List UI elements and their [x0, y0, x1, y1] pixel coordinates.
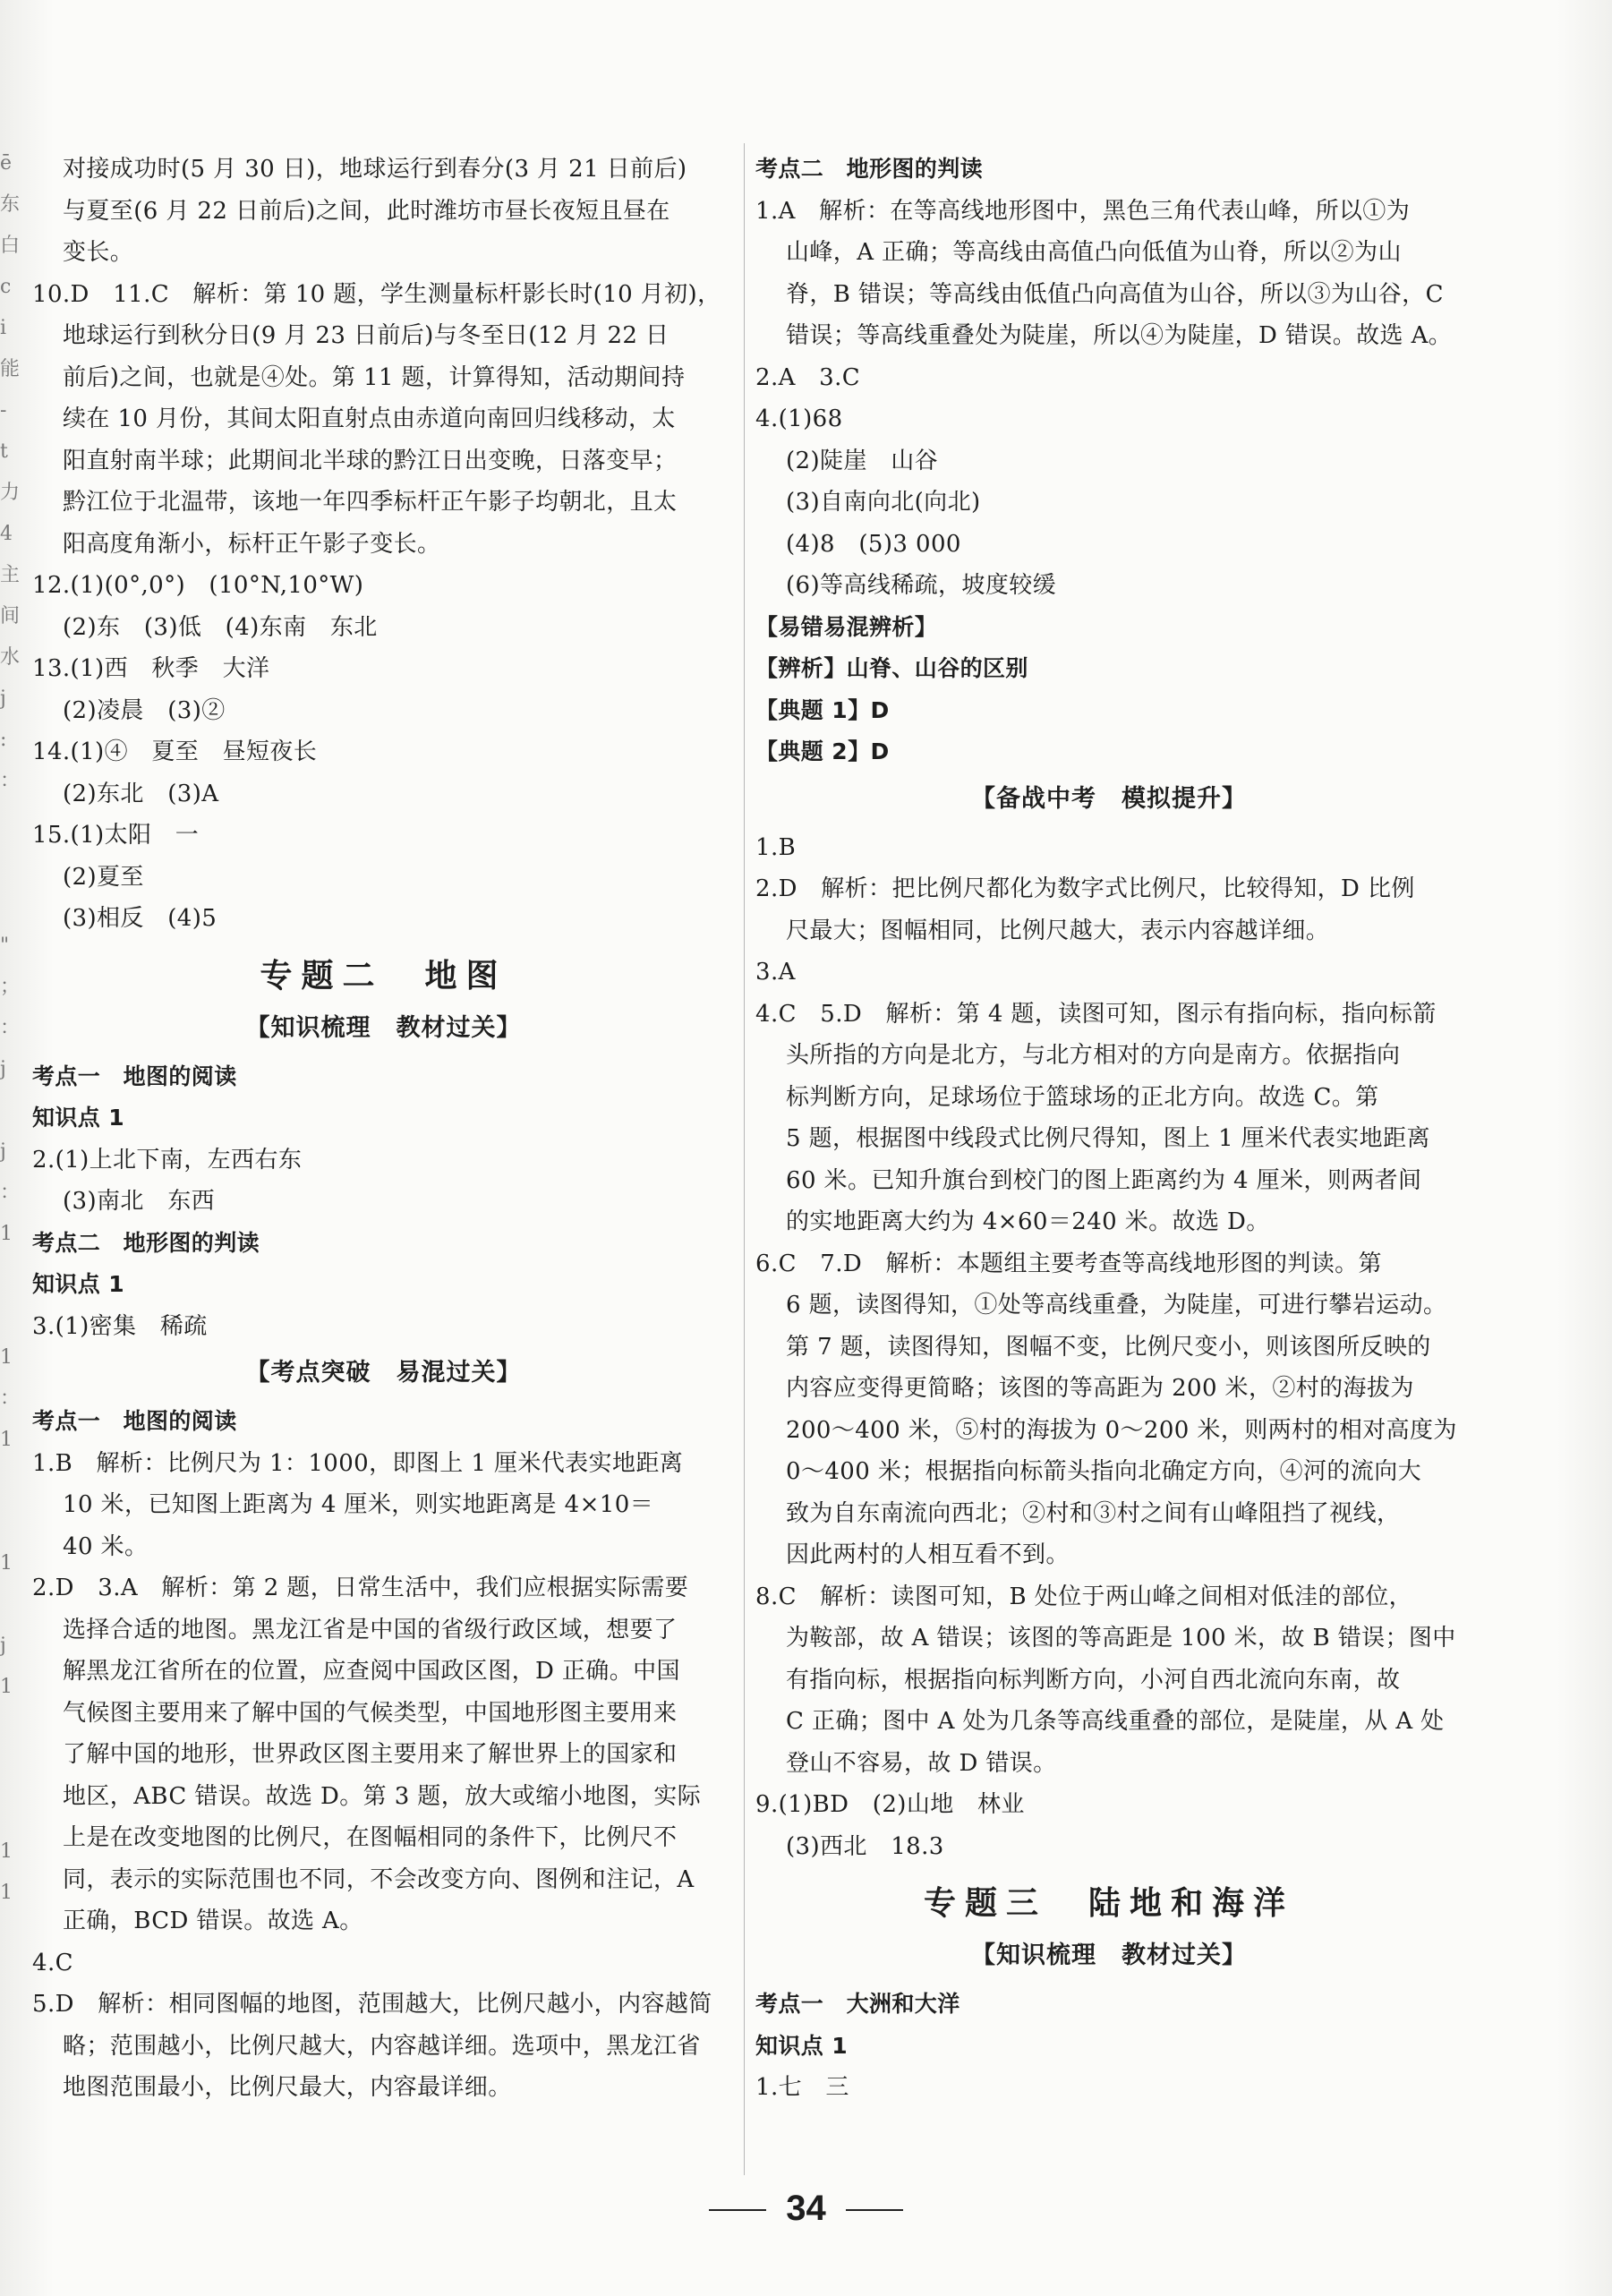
answer-line: (2)东北 (3)A: [63, 780, 219, 807]
answer-line: (2)陡崖 山谷: [786, 447, 939, 474]
heading-line: 知识点 1: [755, 2032, 849, 2059]
edge-char: [0, 1749, 23, 1790]
right-block-3: [755, 1984, 1463, 2109]
answer-line: 致为自东南流向西北；②村和③村之间有山峰阻挡了视线，: [786, 1499, 1401, 1527]
edge-char: [0, 1584, 23, 1626]
answer-line: 3.(1)密集 稀疏: [32, 1312, 208, 1340]
section-title-maps: 专题二 地图: [260, 956, 507, 994]
answer-line: (2)东 (3)低 (4)东南 东北: [63, 613, 378, 641]
edge-char: ": [0, 935, 10, 957]
answer-line: 的实地距离大约为 4×60＝240 米。故选 D。: [786, 1208, 1270, 1235]
answer-line: 3.A: [755, 959, 796, 986]
answer-line: 2.(1)上北下南，左西右东: [32, 1146, 303, 1174]
answer-line: 8.C 解析：读图可知，B 处位于两山峰之间相对低洼的部位，: [755, 1583, 1413, 1610]
answer-line: 10 米，已知图上距离为 4 厘米，则实地距离是 4×10＝: [63, 1491, 654, 1518]
answer-line: 同，表示的实际范围也不同，不会改变方向、图例和注记，A: [63, 1865, 695, 1893]
answer-line: (3)自南向北(向北): [786, 489, 981, 516]
page-number-dash-left: [709, 2209, 766, 2211]
edge-char: j: [0, 1635, 6, 1657]
answer-line: 1.B: [755, 833, 797, 861]
answer-line: 头所指的方向是北方，与北方相对的方向是南方。依据指向: [786, 1042, 1401, 1069]
answer-line: (6)等高线稀疏，坡度较缓: [786, 572, 1057, 599]
answer-line: 地图范围最小，比例尺最大，内容最详细。: [63, 2074, 512, 2101]
answer-line: 10.D 11.C 解析：第 10 题，学生测量标杆影长时(10 月初)，: [32, 280, 721, 308]
section-title-land-ocean: 专题三 陆地和海洋: [923, 1884, 1294, 1922]
answer-line: 4.C 5.D 解析：第 4 题，读图可知，图示有指向标，指向标箭: [755, 1000, 1437, 1028]
answer-line: 0～400 米；根据指向标箭头指向北确定方向，④河的流向大: [786, 1458, 1422, 1485]
edge-char: j: [0, 1140, 6, 1163]
answer-line: 第 7 题，读图得知，图幅不变，比例尺变小，则该图所反映的: [786, 1333, 1431, 1361]
answer-line: 14.(1)④ 夏至 昼短夜长: [32, 738, 318, 765]
edge-char: [0, 1790, 23, 1831]
heading-line: 【典题 2】D: [755, 738, 890, 764]
answer-line: 有指向标，根据指向标判断方向，小河自西北流向东南，故: [786, 1666, 1401, 1694]
edge-char: 1: [0, 1346, 13, 1369]
answer-line: 气候图主要用来了解中国的气候类型，中国地形图主要用来: [63, 1699, 678, 1727]
edge-char: [0, 1914, 23, 1955]
answer-line: 变长。: [63, 239, 134, 266]
edge-char: 力: [0, 482, 21, 504]
right-column: [755, 149, 1463, 2109]
answer-line: 正确，BCD 错误。故选 A。: [63, 1908, 363, 1934]
answer-line: 解黑龙江省所在的位置，应查阅中国政区图，D 正确。中国: [63, 1658, 680, 1685]
adjacent-page-edge: [0, 143, 23, 2148]
edge-char: [0, 1955, 23, 1996]
sub-title-breakthrough: 【考点突破 易混过关】: [245, 1359, 522, 1387]
edge-char: ē: [0, 152, 13, 175]
left-block-2: [32, 1056, 735, 1348]
answer-line: 与夏至(6 月 22 日前后)之间，此时潍坊市昼长夜短且昼在: [63, 197, 670, 225]
answer-line: 前后)之间，也就是④处。第 11 题，计算得知，活动期间持: [63, 363, 686, 391]
answer-line: 黔江位于北温带，该地一年四季标杆正午影子均朝北，且太: [63, 489, 678, 516]
heading-line: 考点一 地图的阅读: [32, 1063, 237, 1089]
sub-title-knowledge-2: 【知识梳理 教材过关】: [971, 1942, 1247, 1969]
edge-char: j: [0, 687, 6, 710]
answer-line: 4.C: [32, 1949, 73, 1976]
answer-line: 1.七 三: [755, 2074, 849, 2101]
answer-line: 15.(1)太阳 一: [32, 822, 200, 849]
answer-line: 标判断方向，足球场位于篮球场的正北方向。故选 C。第: [786, 1083, 1379, 1111]
edge-char: 主: [0, 564, 21, 586]
answer-line: 60 米。已知升旗台到校门的图上距离约为 4 厘米，则两者间: [786, 1166, 1422, 1194]
answer-line: 6.C 7.D 解析：本题组主要考查等高线地形图的判读。第: [755, 1250, 1382, 1277]
answer-line: 地区，ABC 错误。故选 D。第 3 题，放大或缩小地图，实际: [63, 1782, 702, 1810]
sub-title-exam-prep: 【备战中考 模拟提升】: [971, 784, 1247, 813]
answer-line: 对接成功时(5 月 30 日)，地球运行到春分(3 月 21 日前后): [63, 156, 687, 183]
edge-char: 1: [0, 1552, 13, 1575]
heading-line: 【典题 1】D: [755, 696, 890, 723]
answer-line: 上是在改变地图的比例尺，在图幅相同的条件下，比例尺不: [63, 1824, 678, 1851]
left-column: [32, 149, 735, 2109]
heading-line: 考点一 地图的阅读: [32, 1408, 237, 1434]
page-number-text: 34: [786, 2189, 826, 2228]
answer-line: 地球运行到秋分日(9 月 23 日前后)与冬至日(12 月 22 日: [63, 322, 670, 349]
answer-line: 12.(1)(0°,0°) (10°N,10°W): [32, 572, 364, 599]
answer-line: (4)8 (5)3 000: [786, 530, 961, 558]
answer-line: 因此两村的人相互看不到。: [786, 1541, 1070, 1568]
edge-char: [0, 884, 23, 926]
answer-line: (3)南北 东西: [63, 1188, 216, 1215]
heading-line: 考点一 大洲和大洋: [755, 1991, 960, 2017]
heading-line: 考点二 地形图的判读: [755, 156, 984, 182]
edge-char: 1: [0, 1223, 13, 1245]
answer-line: 略；范围越小，比例尺越大，内容越详细。选项中，黑龙江省: [63, 2032, 701, 2060]
edge-char: [0, 1708, 23, 1749]
answer-line: 2.D 解析：把比例尺都化为数字式比例尺，比较得知，D 比例: [755, 875, 1415, 902]
answer-line: 13.(1)西 秋季 大洋: [32, 655, 270, 682]
answer-line: 为鞍部，故 A 错误；该图的等高距是 100 米，故 B 错误；图中: [786, 1625, 1456, 1652]
column-divider: [744, 143, 745, 2175]
edge-char: [0, 1502, 23, 1543]
edge-char: 白: [0, 235, 21, 257]
edge-char: [0, 1461, 23, 1502]
answer-line: 40 米。: [63, 1532, 149, 1560]
edge-char: [0, 1255, 23, 1296]
answer-line: 错误；等高线重叠处为陡崖，所以④为陡崖，D 错误。故选 A。: [786, 322, 1453, 349]
edge-char: [0, 843, 23, 884]
edge-char: 1: [0, 1882, 13, 1904]
answer-line: 6 题，读图得知，①处等高线重叠，为陡崖，可进行攀岩运动。: [786, 1292, 1447, 1319]
answer-line: 9.(1)BD (2)山地 林业: [755, 1791, 1025, 1818]
edge-char: 能: [0, 358, 21, 380]
page-number-dash-right: [846, 2209, 903, 2211]
edge-char: -: [0, 399, 7, 422]
answer-line: 选择合适的地图。黑龙江省是中国的省级行政区域，想要了: [63, 1616, 678, 1643]
right-block-2: [755, 827, 1463, 1868]
edge-char: 1: [0, 1429, 13, 1451]
edge-char: 1: [0, 1676, 13, 1698]
answer-line: 1.A 解析：在等高线地形图中，黑色三角代表山峰，所以①为: [755, 197, 1411, 225]
answer-line: 内容应变得更简略；该图的等高距为 200 米，②村的海拔为: [786, 1375, 1414, 1402]
answer-line: 5 题，根据图中线段式比例尺得知，图上 1 厘米代表实地距离: [786, 1125, 1430, 1152]
edge-char: :: [0, 729, 7, 751]
answer-line: 2.D 3.A 解析：第 2 题，日常生活中，我们应根据实际需要: [32, 1575, 689, 1601]
answer-line: (2)夏至: [63, 863, 144, 891]
answer-line: 1.B 解析：比例尺为 1：1000，即图上 1 厘米代表实地距离: [32, 1449, 684, 1477]
sub-title-knowledge: 【知识梳理 教材过关】: [245, 1013, 522, 1042]
answer-line: 登山不容易，故 D 错误。: [786, 1749, 1057, 1777]
heading-line: 知识点 1: [32, 1271, 125, 1297]
edge-char: 水: [0, 646, 21, 669]
edge-char: t: [0, 440, 8, 463]
answer-line: 阳直射南半球；此期间北半球的黔江日出变晚，日落变早；: [63, 447, 678, 474]
edge-char: c: [0, 276, 12, 298]
heading-line: 【辨析】山脊、山谷的区别: [755, 655, 1028, 681]
right-block-1: [755, 149, 1463, 773]
answer-line: 阳高度角渐小，标杆正午影子变长。: [63, 530, 441, 558]
answer-line: 了解中国的地形，世界政区图主要用来了解世界上的国家和: [63, 1741, 678, 1768]
edge-char: [0, 1296, 23, 1337]
heading-line: 【易错易混辨析】: [755, 613, 938, 640]
edge-char: ；: [0, 976, 21, 998]
left-block-3: [32, 1401, 735, 2109]
edge-char: ：: [0, 1182, 21, 1204]
answer-line: 2.A 3.C: [755, 363, 861, 391]
answer-line: C 正确；图中 A 处为几条等高线重叠的部位，是陡崖，从 A 处: [786, 1708, 1445, 1735]
heading-line: 知识点 1: [32, 1105, 125, 1131]
edge-char: 4: [0, 523, 13, 545]
answer-line: 山峰，A 正确；等高线由高值凸向低值为山脊，所以②为山: [786, 239, 1402, 266]
answer-line: (3)西北 18.3: [786, 1832, 944, 1860]
answer-line: 5.D 解析：相同图幅的地图，范围越大，比例尺越小，内容越简: [32, 1991, 712, 2018]
edge-char: j: [0, 1058, 6, 1080]
edge-char: [0, 802, 23, 843]
answer-line: 200～400 米，⑤村的海拔为 0～200 米，则两村的相对高度为: [786, 1416, 1457, 1444]
edge-char: ：: [0, 770, 21, 792]
edge-char: 东: [0, 193, 21, 216]
edge-char: i: [0, 317, 7, 339]
edge-char: ：: [0, 1017, 21, 1039]
answer-line: (3)相反 (4)5: [63, 905, 217, 932]
answer-line: 4.(1)68: [755, 405, 843, 432]
edge-char: 间: [0, 605, 21, 627]
left-block-1: [32, 149, 735, 940]
edge-char: ：: [0, 1387, 21, 1410]
answer-line: 续在 10 月份，其间太阳直射点由赤道向南回归线移动，太: [63, 405, 676, 432]
answer-line: 尺最大；图幅相同，比例尺越大，表示内容越详细。: [786, 917, 1330, 944]
page-number: [0, 2189, 1612, 2229]
heading-line: 考点二 地形图的判读: [32, 1229, 260, 1256]
edge-char: 1: [0, 1840, 13, 1863]
answer-line: (2)凌晨 (3)②: [63, 696, 226, 724]
answer-line: 脊，B 错误；等高线由低值凸向高值为山谷，所以③为山谷，C: [786, 280, 1444, 308]
edge-char: [0, 1090, 23, 1131]
edge-char: [0, 1996, 23, 2037]
